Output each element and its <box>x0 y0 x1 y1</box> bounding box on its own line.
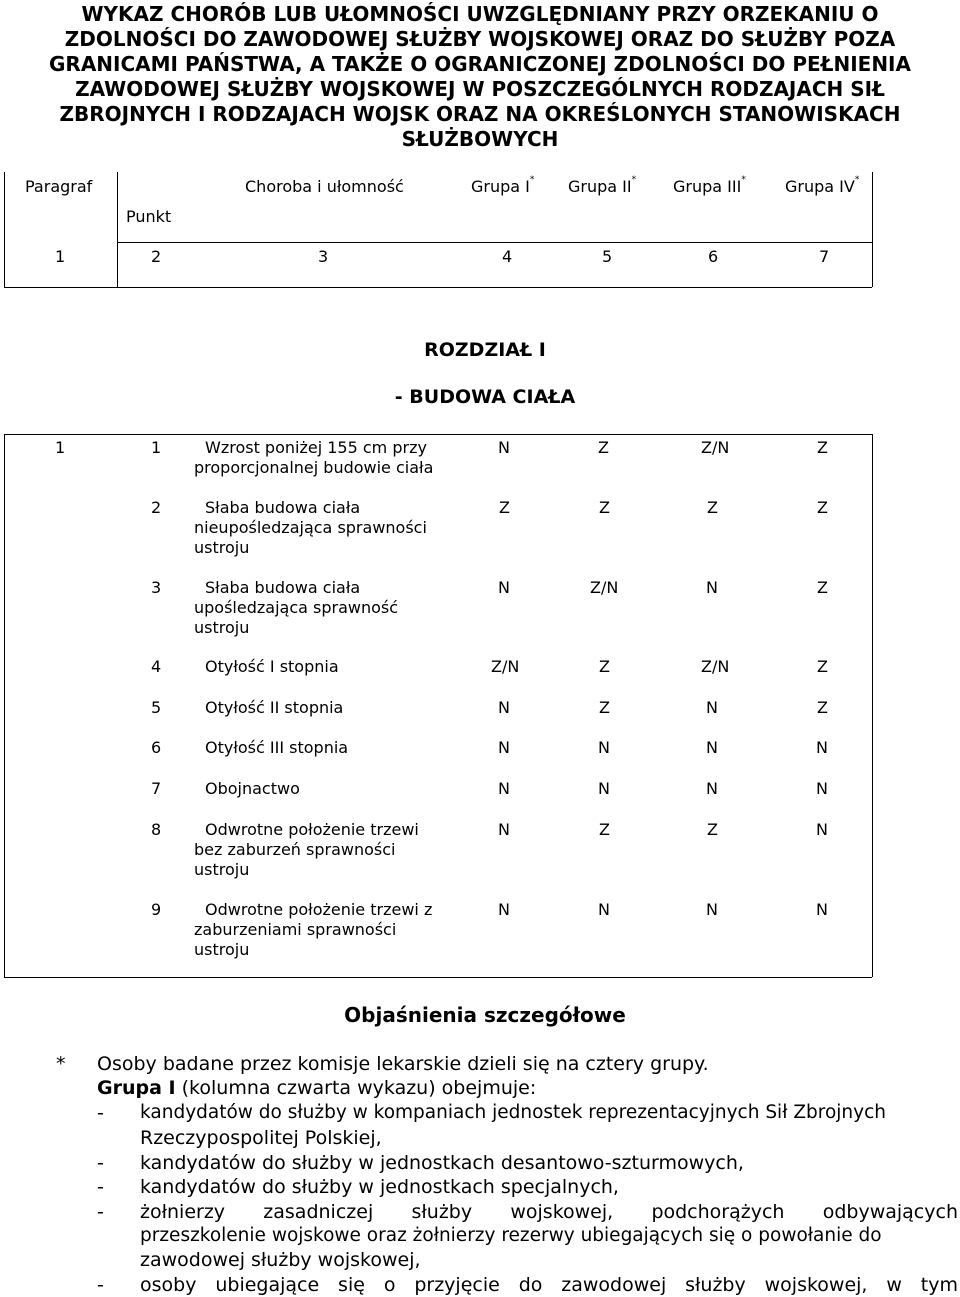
row-grupa-1: N <box>498 698 510 717</box>
column-number: 4 <box>502 247 513 266</box>
row-grupa-3: N <box>706 698 718 717</box>
title-line: ZAWODOWEJ SŁUŻBY WOJSKOWEJ W POSZCZEGÓLNYCH RODZAJACH SIŁ <box>75 77 885 101</box>
row-punkt: 5 <box>151 698 162 717</box>
list-item: żołnierzy zasadniczej służby wojskowej, podchorążych odbywających <box>140 1201 958 1223</box>
row-grupa-4: Z <box>817 498 828 517</box>
list-dash: - <box>97 1274 104 1296</box>
desc-line: zaburzeniami sprawności <box>194 920 397 939</box>
row-grupa-2: Z <box>598 438 609 457</box>
list-dash: - <box>97 1201 104 1223</box>
table-divider <box>117 172 118 287</box>
footnote-marker: * <box>631 175 637 185</box>
row-grupa-1: N <box>498 900 510 919</box>
row-grupa-2: Z <box>599 498 610 517</box>
desc-line: proporcjonalnej budowie ciała <box>194 458 434 477</box>
table-border-right <box>872 434 873 977</box>
desc-line: bez zaburzeń sprawności <box>194 840 396 859</box>
desc-line: Słaba budowa ciała <box>205 578 361 597</box>
explanations-intro: Osoby badane przez komisje lekarskie dzieli się na cztery grupy. <box>97 1053 709 1075</box>
row-punkt: 1 <box>151 438 162 457</box>
table-border-right <box>872 172 873 287</box>
column-number: 2 <box>151 247 162 266</box>
row-grupa-2: N <box>598 738 610 757</box>
table-divider <box>117 242 872 243</box>
list-item-continuation: zawodowej służby wojskowej, <box>140 1249 421 1271</box>
row-grupa-4: Z <box>817 657 828 676</box>
chapter-title: ROZDZIAŁ I <box>424 339 546 361</box>
row-grupa-2: N <box>598 779 610 798</box>
row-grupa-1: N <box>498 820 510 839</box>
desc-line: nieupośledzająca sprawności <box>194 518 427 537</box>
footnote-marker: * <box>529 175 535 185</box>
row-grupa-3: Z <box>707 498 718 517</box>
row-punkt: 4 <box>151 657 162 676</box>
row-grupa-2: Z <box>599 657 610 676</box>
row-grupa-4: N <box>816 820 828 839</box>
list-item: osoby ubiegające się o przyjęcie do zawodowej służby wojskowej, w tym <box>140 1274 958 1296</box>
header-grupa-4 <box>785 177 859 196</box>
list-item: kandydatów do służby w jednostkach desantowo-szturmowych, <box>140 1152 744 1174</box>
row-punkt: 8 <box>151 820 162 839</box>
table-divider <box>4 977 872 978</box>
explanations-title: Objaśnienia szczegółowe <box>344 1003 626 1027</box>
row-grupa-1: Z <box>499 498 510 517</box>
header-grupa-2-label: Grupa II <box>568 177 632 196</box>
row-punkt: 2 <box>151 498 162 517</box>
footnote-marker: * <box>854 175 860 185</box>
desc-line: ustroju <box>194 538 250 557</box>
list-dash: - <box>97 1102 104 1124</box>
row-description <box>194 900 432 960</box>
row-description: Otyłość I stopnia <box>205 657 339 676</box>
row-grupa-3: N <box>706 578 718 597</box>
list-item: kandydatów do służby w kompaniach jednostek reprezentacyjnych Sił Zbrojnych <box>140 1102 886 1123</box>
desc-line: ustroju <box>194 940 250 959</box>
row-grupa-2: Z <box>599 820 610 839</box>
row-punkt: 3 <box>151 578 162 597</box>
desc-line: ustroju <box>194 860 250 879</box>
row-grupa-1: N <box>498 578 510 597</box>
row-grupa-4: N <box>816 900 828 919</box>
column-number: 5 <box>602 247 613 266</box>
row-punkt: 6 <box>151 738 162 757</box>
table-divider <box>4 434 872 435</box>
list-item-continuation: przeszkolenie wojskowe oraz żołnierzy rezerwy ubiegających się o powołanie do <box>140 1225 882 1246</box>
table-divider <box>4 287 872 288</box>
row-grupa-1: N <box>498 738 510 757</box>
row-description <box>194 578 398 638</box>
group-text: (kolumna czwarta wykazu) obejmuje: <box>175 1077 537 1099</box>
header-grupa-3 <box>673 177 746 196</box>
row-grupa-2: Z <box>599 698 610 717</box>
title-line: ZBROJNYCH I RODZAJACH WOJSK ORAZ NA OKREŚLONYCH STANOWISKACH <box>59 102 901 126</box>
asterisk-marker: * <box>56 1053 66 1075</box>
column-number: 3 <box>318 247 329 266</box>
row-grupa-3: N <box>706 738 718 757</box>
header-paragraf: Paragraf <box>25 177 93 196</box>
row-grupa-3: Z/N <box>701 438 730 457</box>
row-grupa-4: N <box>816 738 828 757</box>
row-description: Otyłość III stopnia <box>205 738 349 757</box>
footnote-marker: * <box>741 175 746 185</box>
row-grupa-4: Z <box>817 578 828 597</box>
desc-line: Wzrost poniżej 155 cm przy <box>205 438 427 457</box>
list-dash: - <box>97 1152 104 1174</box>
row-paragraf: 1 <box>55 438 66 457</box>
row-description: Otyłość II stopnia <box>205 698 344 717</box>
title-line: WYKAZ CHORÓB LUB UŁOMNOŚCI UWZGLĘDNIANY PRZY ORZEKANIU O <box>81 2 879 26</box>
row-grupa-2: Z/N <box>590 578 619 597</box>
header-grupa-4-label: Grupa IV <box>785 177 855 196</box>
document-title <box>0 2 960 152</box>
table-border-left <box>4 434 5 977</box>
list-item: kandydatów do służby w jednostkach specjalnych, <box>140 1176 619 1198</box>
row-description <box>194 820 419 880</box>
chapter-subtitle: - BUDOWA CIAŁA <box>394 386 576 408</box>
title-line: ZDOLNOŚCI DO ZAWODOWEJ SŁUŻBY WOJSKOWEJ ORAZ DO SŁUŻBY POZA <box>64 27 896 51</box>
header-grupa-2 <box>568 177 636 196</box>
desc-line: ustroju <box>194 618 250 637</box>
row-grupa-4: Z <box>817 698 828 717</box>
row-grupa-1: N <box>498 779 510 798</box>
row-grupa-4: N <box>816 779 828 798</box>
desc-line: Odwrotne położenie trzewi <box>205 820 419 839</box>
row-grupa-3: N <box>706 779 718 798</box>
header-grupa-1-label: Grupa I <box>471 177 530 196</box>
group-label: Grupa I <box>97 1077 176 1099</box>
row-description <box>194 438 433 478</box>
column-number: 1 <box>55 247 66 266</box>
row-punkt: 9 <box>151 900 162 919</box>
row-description: Obojnactwo <box>205 779 300 798</box>
title-line: SŁUŻBOWYCH <box>401 127 559 151</box>
column-number: 6 <box>708 247 719 266</box>
list-item-continuation: Rzeczypospolitej Polskiej, <box>140 1127 382 1149</box>
group-description <box>97 1076 536 1100</box>
desc-line: upośledzająca sprawność <box>194 598 399 617</box>
row-description <box>194 498 427 558</box>
row-grupa-3: Z <box>707 820 718 839</box>
row-grupa-1: N <box>498 438 510 457</box>
row-grupa-4: Z <box>817 438 828 457</box>
row-grupa-3: Z/N <box>701 657 730 676</box>
header-grupa-1 <box>471 177 534 196</box>
row-grupa-3: N <box>706 900 718 919</box>
header-choroba: Choroba i ułomność <box>245 177 404 196</box>
table-border-left <box>4 172 5 287</box>
header-grupa-3-label: Grupa III <box>673 177 742 196</box>
row-grupa-2: N <box>598 900 610 919</box>
row-grupa-1: Z/N <box>491 657 520 676</box>
desc-line: Odwrotne położenie trzewi z <box>205 900 433 919</box>
title-line: GRANICAMI PAŃSTWA, A TAKŻE O OGRANICZONEJ ZDOLNOŚCI DO PEŁNIENIA <box>49 52 911 76</box>
column-number: 7 <box>819 247 830 266</box>
list-dash: - <box>97 1176 104 1198</box>
header-punkt: Punkt <box>126 207 172 226</box>
desc-line: Słaba budowa ciała <box>205 498 361 517</box>
row-punkt: 7 <box>151 779 162 798</box>
